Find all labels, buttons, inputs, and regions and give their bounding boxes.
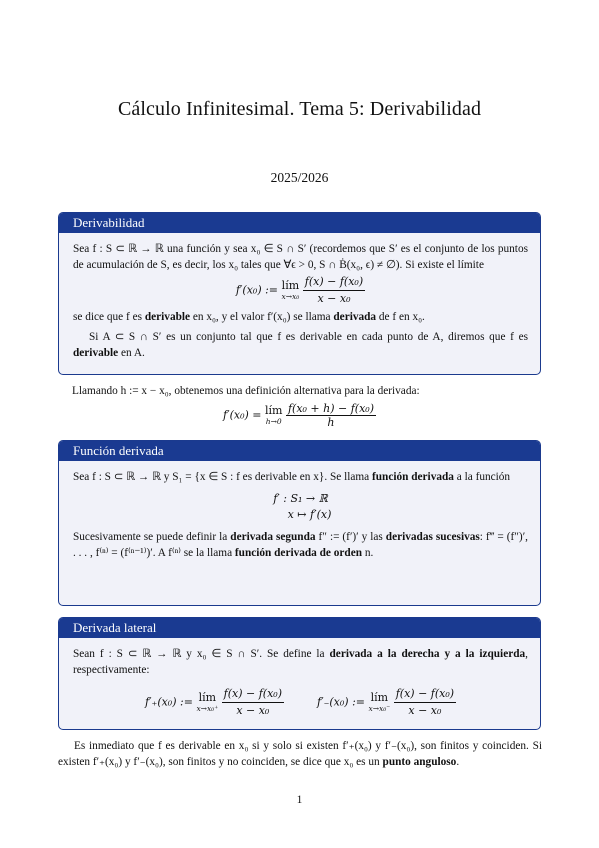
term-funcion-derivada-orden: función derivada de orden — [234, 547, 363, 559]
term-punto-anguloso: punto anguloso — [382, 756, 457, 768]
box-heading: Derivabilidad — [59, 213, 540, 233]
paragraph — [73, 329, 528, 361]
limit-operator — [282, 280, 300, 302]
term-derivable: derivable — [144, 311, 191, 323]
derivative-formula — [73, 274, 528, 307]
limit-operator — [369, 692, 391, 714]
map-domain: f′ : S₁ → ℝ — [273, 492, 328, 505]
alternative-derivative-formula — [0, 402, 599, 429]
text: . — [456, 756, 460, 768]
definition-box-derivabilidad — [58, 212, 541, 375]
text: n. — [362, 547, 374, 559]
academic-year: 2025/2026 — [270, 170, 329, 185]
left-derivative-lhs: f′₋(x₀) := — [317, 695, 365, 709]
formula-lhs: f′(x₀) = — [223, 408, 262, 422]
fraction — [394, 686, 456, 719]
paragraph — [58, 738, 542, 770]
fraction — [222, 686, 284, 719]
definition-box-funcion-derivada — [58, 440, 541, 606]
lim-label: lím — [198, 690, 217, 704]
paragraph: Llamando h := x − x₀, obtenemos una definición alternativa para la derivada: — [72, 385, 420, 397]
denominator: x − x₀ — [317, 292, 351, 305]
lateral-derivative-formulas — [73, 686, 528, 719]
box-body — [59, 233, 540, 367]
denominator: x − x₀ — [408, 704, 442, 717]
paragraph — [73, 646, 528, 678]
page-number: 1 — [296, 794, 303, 806]
text: , respectivamente: — [73, 648, 528, 676]
box-body — [59, 461, 540, 567]
lim-subscript: x→x₀ — [281, 291, 300, 301]
lim-label: lím — [264, 403, 283, 417]
fraction — [303, 274, 365, 307]
term-derivada-segunda: derivada segunda — [230, 531, 316, 543]
paragraph — [73, 469, 528, 485]
paragraph — [73, 309, 528, 325]
denominator: x − x₀ — [236, 704, 270, 717]
text: Sean f : S ⊂ ℝ → ℝ y x₀ ∈ S ∩ S′. Se define la — [73, 648, 330, 660]
text: Sucesivamente se puede definir la — [73, 531, 231, 543]
text: de f en x₀. — [376, 311, 425, 323]
map-rule: x ↦ f′(x) — [287, 508, 332, 521]
numerator: f(x₀ + h) − f(x₀) — [287, 402, 374, 415]
limit-operator — [196, 692, 218, 714]
lim-subscript: x→x₀⁺ — [196, 703, 219, 713]
limit-operator — [265, 405, 282, 427]
derivative-map — [73, 491, 528, 523]
term-derivada-lateral: derivada a la derecha y a la izquierda — [329, 648, 526, 660]
formula-lhs: f′(x₀) := — [235, 283, 279, 297]
lim-subscript: x→x₀⁻ — [368, 703, 391, 713]
text: en x₀, y el valor f′(x₀) se llama — [190, 311, 334, 323]
lim-label: lím — [370, 690, 389, 704]
definition-box-derivada-lateral — [58, 617, 541, 730]
numerator: f(x) − f(x₀) — [394, 686, 456, 703]
paragraph: Sea f : S ⊂ ℝ → ℝ una función y sea x₀ ∈ S ∩ S′ (recordemos que S′ es el conjunto de los puntos de acumulación de S, es decir, los x₀ tales que ∀ϵ > 0, S ∩ Ḃ(x₀, ϵ) ≠ ∅). Si existe el límite — [73, 243, 528, 271]
fraction — [286, 402, 376, 429]
box-heading: Derivada lateral — [59, 618, 540, 638]
lim-subscript: h→0 — [265, 416, 282, 426]
text: en A. — [118, 347, 145, 359]
box-body — [59, 638, 540, 725]
text: a la función — [453, 471, 511, 483]
document-title: Cálculo Infinitesimal. Tema 5: Derivabilidad — [117, 98, 482, 120]
numerator: f(x) − f(x₀) — [222, 686, 284, 703]
term-derivada: derivada — [333, 311, 377, 323]
term-funcion-derivada: función derivada — [372, 471, 454, 483]
denominator: h — [327, 416, 335, 429]
text: : f‴ = (f″)′, . . . , f⁽ⁿ⁾ = (f⁽ⁿ⁻¹⁾)′. A f⁽ⁿ⁾ se la llama — [73, 531, 528, 559]
term-derivadas-sucesivas: derivadas sucesivas — [385, 531, 480, 543]
lim-label: lím — [281, 278, 300, 292]
box-heading: Función derivada — [59, 441, 540, 461]
term-derivable: derivable — [73, 347, 119, 359]
text: Sea f : S ⊂ ℝ → ℝ y S₁ = {x ∈ S : f es derivable en x}. Se llama — [73, 471, 373, 483]
numerator: f(x) − f(x₀) — [303, 274, 365, 291]
right-derivative-lhs: f′₊(x₀) := — [144, 695, 193, 709]
text: se dice que f es — [73, 311, 145, 323]
text: Si A ⊂ S ∩ S′ es un conjunto tal que f es derivable en cada punto de A, diremos que f es — [89, 331, 528, 343]
paragraph — [73, 529, 528, 561]
text: f″ := (f′)′ y las — [315, 531, 386, 543]
text: Es inmediato que f es derivable en x₀ si y solo si existen f′₊(x₀) y f′₋(x₀), son finitos y coinciden. Si existen f′₊(x₀) y f′₋(x₀), son finitos y no coinciden, se dice que x₀ es un — [58, 740, 542, 768]
